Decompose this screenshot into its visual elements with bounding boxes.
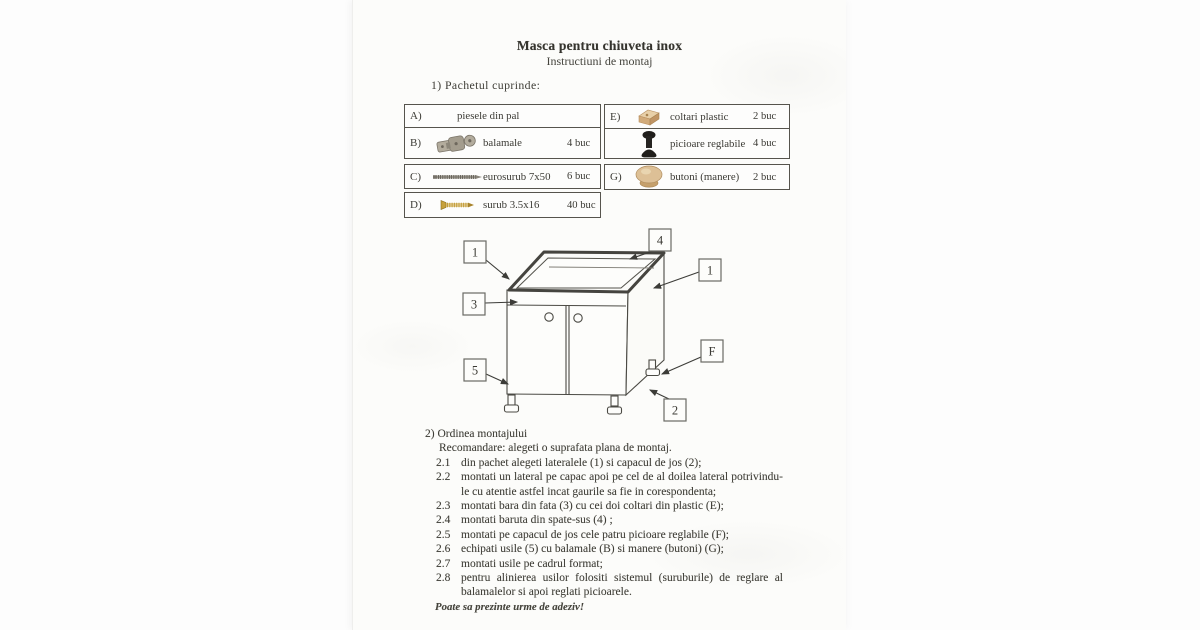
step-2-8 [436,571,783,600]
step-number: 2.7 [436,557,451,570]
callout-label-bottom: 2 [671,403,679,418]
parts-table-right [604,104,790,190]
callout-label-door: 5 [471,363,479,378]
callout-label-foot: F [708,344,716,359]
cabinet-drawing [505,252,665,414]
section2-heading: 2) Ordinea montajului [425,428,528,440]
step-2-1 [436,456,783,470]
wood-screw-icon [431,199,483,211]
step-number: 2.8 [436,572,451,585]
step-2-3 [436,499,783,513]
step-text: montati baruta din spate-sus (4) ; [461,514,613,527]
step-text: montati usile pe cadrul format; [461,557,603,570]
step-number: 2.1 [436,456,451,469]
step-text: echipati usile (5) cu balamale (B) si manere (butoni) (G); [461,543,724,556]
document-title: Masca pentru chiuveta inox [516,38,683,53]
hinge-icon [431,130,483,156]
part-qty: 40 buc [567,199,596,211]
document-subtitle: Instructiuni de montaj [546,54,653,68]
table-row [604,104,790,129]
step-text: montati bara din fata (3) cu cei doi coltari din plastic (E); [461,500,724,513]
callout-label-side-left: 1 [471,245,479,260]
assembly-steps [423,427,783,614]
part-name: eurosurub 7x50 [483,170,551,183]
part-qty: 2 buc [753,171,777,183]
adjustable-foot-icon [628,130,670,158]
part-qty: 2 buc [753,111,777,122]
part-letter: C) [410,170,421,183]
table-row [604,128,790,159]
part-name: balamale [483,137,522,149]
plastic-corner-icon [628,107,670,127]
callout-label-back-bar: 4 [656,233,664,248]
step-text: montati pe capacul de jos cele patru picioare reglabile (F); [461,528,729,541]
callout-label-front-bar: 3 [470,297,478,312]
step-number: 2.5 [436,528,451,541]
section1-heading: 1) Pachetul cuprinde: [431,78,541,92]
part-name: coltari plastic [670,110,729,123]
part-qty: 4 buc [753,138,777,149]
knob-icon [628,165,670,189]
page [352,0,846,630]
part-letter: B) [410,137,421,149]
table-row [404,104,601,128]
step-number: 2.2 [436,471,451,484]
part-qty: 6 buc [567,171,591,182]
step-2-7 [436,557,783,571]
step-number: 2.6 [436,543,451,556]
part-qty: 4 buc [567,137,591,149]
callout-label-side-right: 1 [706,263,714,278]
step-2-4 [436,513,783,527]
part-letter: G) [610,171,622,183]
step-text: montati un lateral pe capac apoi pe cel de al doilea lateral potrivindu-le cu atentie astfel incat gaurile sa fie in corespondenta; [461,471,783,498]
cabinet-diagram [453,224,753,426]
part-name: surub 3.5x16 [483,199,540,211]
step-number: 2.4 [436,514,451,527]
euro-screw-icon [431,172,483,182]
part-letter: A) [410,110,422,122]
step-number: 2.3 [436,500,451,513]
adhesive-note: Poate sa prezinte urme de adeziv! [435,600,585,613]
part-name: picioare reglabile [670,137,746,150]
table-row [404,164,601,189]
step-text: din pachet alegeti lateralele (1) si capacul de jos (2); [461,456,702,469]
part-letter: D) [410,199,422,211]
parts-table-left [404,104,601,218]
recommendation: Recomandare: alegeti o suprafata plana de montaj. [439,442,672,455]
table-row [404,192,601,218]
part-name: butoni (manere) [670,171,740,183]
step-2-6 [436,542,783,556]
step-text: pentru alinierea usilor folositi sistemul (suruburile) de reglare al balamalelor si apoi reglati picioarele. [461,572,783,599]
table-row [604,164,790,190]
step-2-5 [436,528,783,542]
step-2-2 [436,470,783,499]
part-name: piesele din pal [457,110,520,122]
table-row [404,127,601,159]
part-letter: E) [610,110,621,123]
